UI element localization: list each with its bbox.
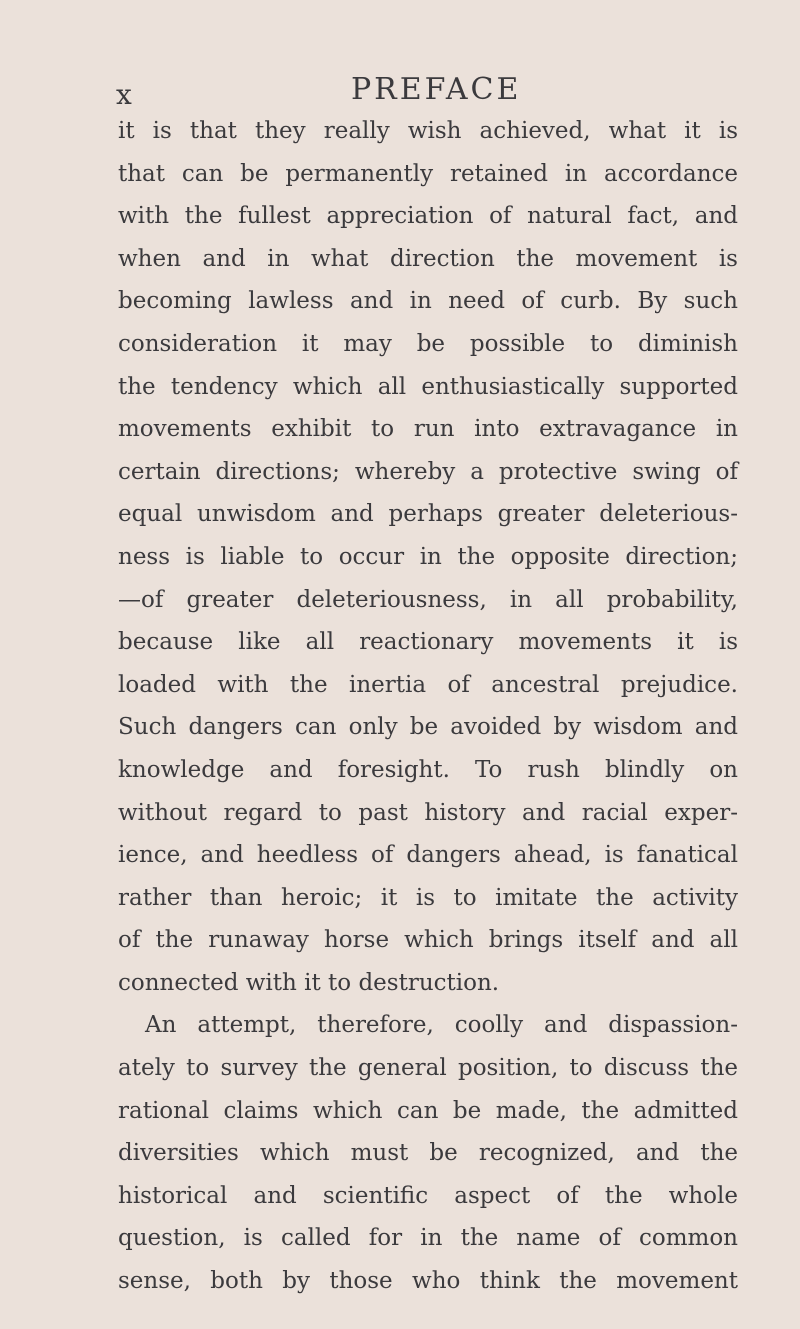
text-line: because like all reactionary movements it is — [118, 629, 738, 656]
text-line: ness is liable to occur in the opposite direction; — [118, 543, 738, 570]
text-line: of the runaway horse which brings itself and all — [118, 927, 738, 954]
text-line: loaded with the inertia of ancestral prejudice. — [118, 671, 738, 698]
text-line: rational claims which can be made, the admitted — [118, 1097, 738, 1124]
text-line: certain directions; whereby a protective swing of — [118, 458, 738, 485]
running-head: PREFACE — [351, 72, 522, 107]
paragraph-end-line: connected with it to destruction. — [118, 969, 500, 996]
text-line: historical and scientific aspect of the whole — [118, 1182, 738, 1209]
text-line: —of greater deleteriousness, in all probability, — [118, 586, 738, 613]
text-line: it is that they really wish achieved, what it is — [118, 118, 738, 144]
text-line: movements exhibit to run into extravagance in — [118, 416, 738, 443]
text-line: knowledge and foresight. To rush blindly on — [118, 756, 738, 783]
text-line: sense, both by those who think the movement — [118, 1268, 738, 1295]
text-line: question, is called for in the name of common — [118, 1225, 738, 1252]
text-line: the tendency which all enthusiastically supported — [118, 373, 738, 400]
text-line: that can be permanently retained in accordance — [118, 160, 738, 187]
text-line: with the fullest appreciation of natural fact, and — [118, 203, 738, 230]
page-header — [0, 70, 800, 110]
text-line: Such dangers can only be avoided by wisdom and — [118, 714, 738, 741]
page-number: x — [116, 78, 133, 111]
text-line: rather than heroic; it is to imitate the activity — [118, 884, 738, 911]
text-line: when and in what direction the movement is — [118, 245, 738, 272]
paragraph-start-line: An attempt, therefore, coolly and dispassion- — [145, 1012, 738, 1039]
text-line: ience, and heedless of dangers ahead, is fanatical — [118, 842, 738, 869]
text-line: ately to survey the general position, to discuss the — [118, 1055, 738, 1082]
text-line: becoming lawless and in need of curb. By such — [118, 288, 738, 315]
text-line: equal unwisdom and perhaps greater deleterious- — [118, 501, 738, 528]
text-line: diversities which must be recognized, and the — [118, 1140, 738, 1167]
text-line: without regard to past history and racial exper- — [118, 799, 738, 826]
body-text — [118, 110, 738, 1303]
text-line: consideration it may be possible to diminish — [118, 330, 738, 357]
